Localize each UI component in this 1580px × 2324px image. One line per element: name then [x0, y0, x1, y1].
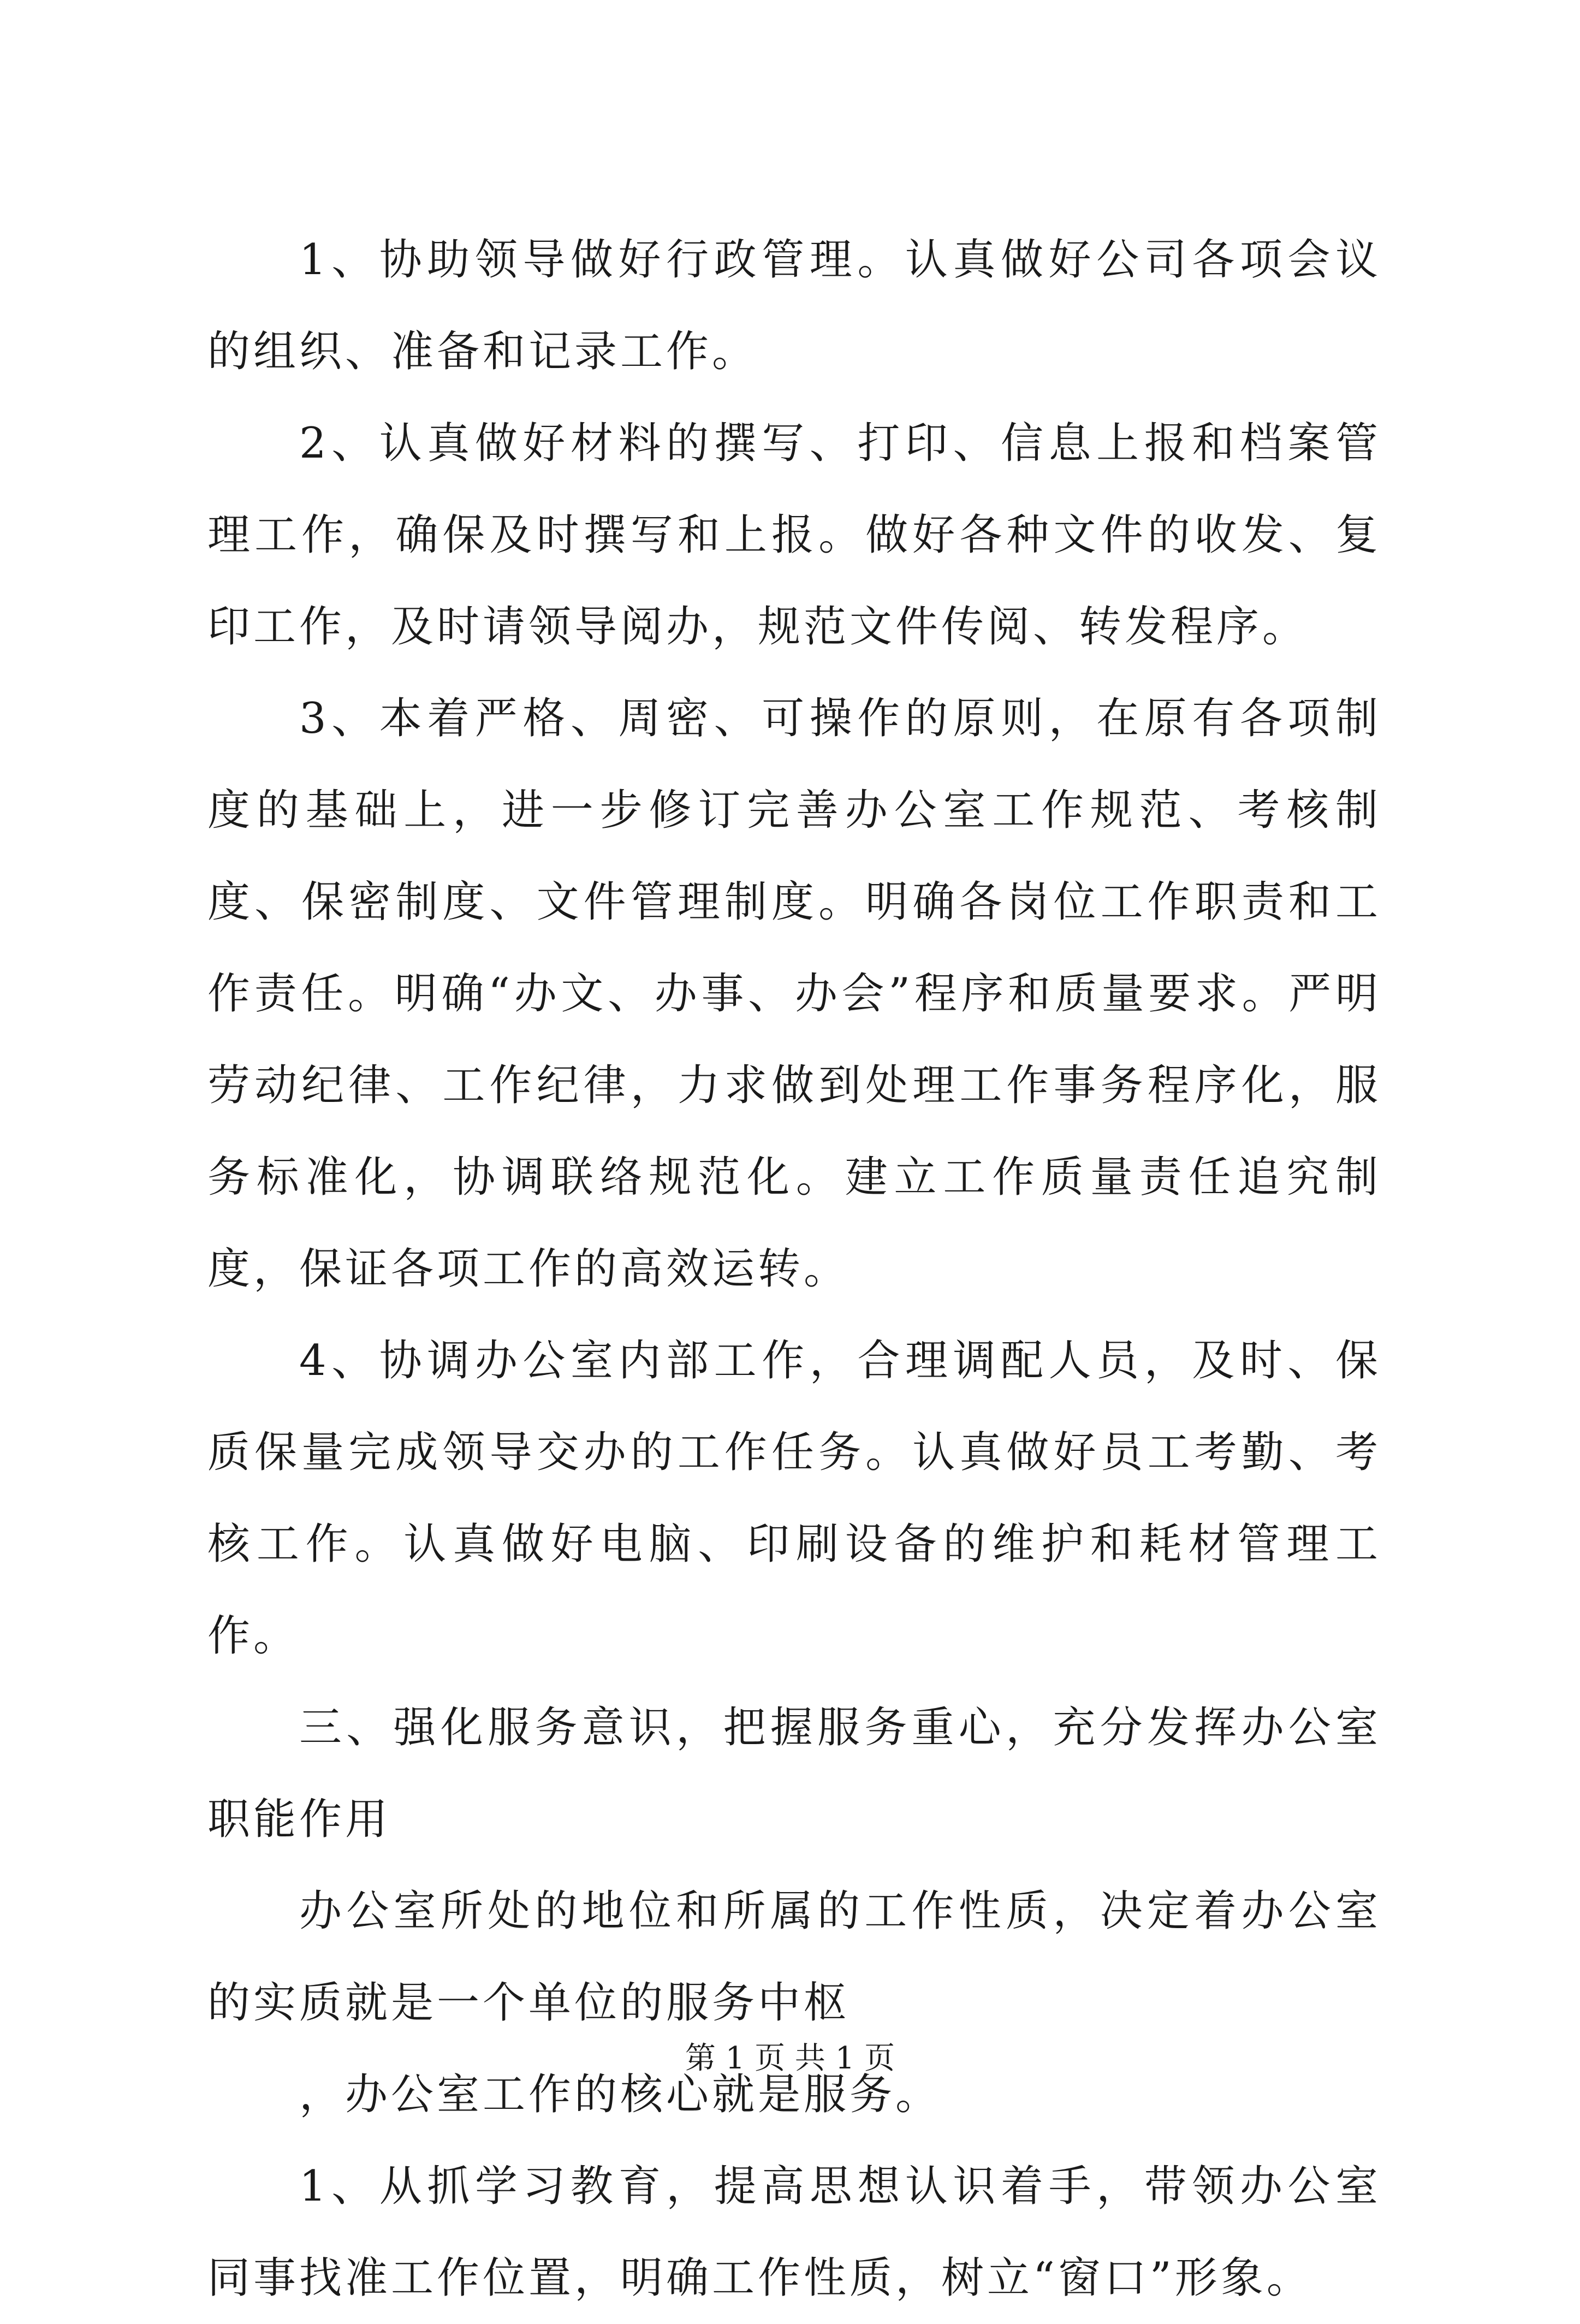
paragraph-5: 办公室所处的地位和所属的工作性质，决定着办公室的实质就是一个单位的服务中枢 — [207, 1887, 1381, 2027]
section-heading: 三、强化服务意识，把握服务重心，充分发挥办公室职能作用 — [207, 1703, 1381, 1844]
document-body — [207, 214, 1381, 2324]
paragraph-2: 2、认真做好材料的撰写、打印、信息上报和档案管理工作，确保及时撰写和上报。做好各种文件的收发、复印工作，及时请领导阅办，规范文件传阅、转发程序。 — [207, 419, 1381, 651]
paragraph-7: 1、从抓学习教育，提高思想认识着手，带领办公室同事找准工作位置，明确工作性质，树立“窗口”形象。 — [207, 2162, 1381, 2303]
paragraph-3: 3、本着严格、周密、可操作的原则，在原有各项制度的基础上，进一步修订完善办公室工作规范、考核制度、保密制度、文件管理制度。明确各岗位工作职责和工作责任。明确“办文、办事、办会”程序和质量要求。严明劳动纪律、工作纪律，力求做到处理工作事务程序化，服务标准化，协调联络规范化。建立工作质量责任追究制度，保证各项工作的高效运转。 — [207, 694, 1381, 1294]
paragraph-1: 1、协助领导做好行政管理。认真做好公司各项会议的组织、准备和记录工作。 — [207, 235, 1381, 376]
paragraph-6: ，办公室工作的核心就是服务。 — [299, 2070, 942, 2119]
paragraph-4: 4、协调办公室内部工作，合理调配人员，及时、保质保量完成领导交办的工作任务。认真做好员工考勤、考核工作。认真做好电脑、印刷设备的维护和耗材管理工作。 — [207, 1336, 1381, 1661]
page-footer: 第 1 页 共 1 页 — [685, 2041, 895, 2076]
